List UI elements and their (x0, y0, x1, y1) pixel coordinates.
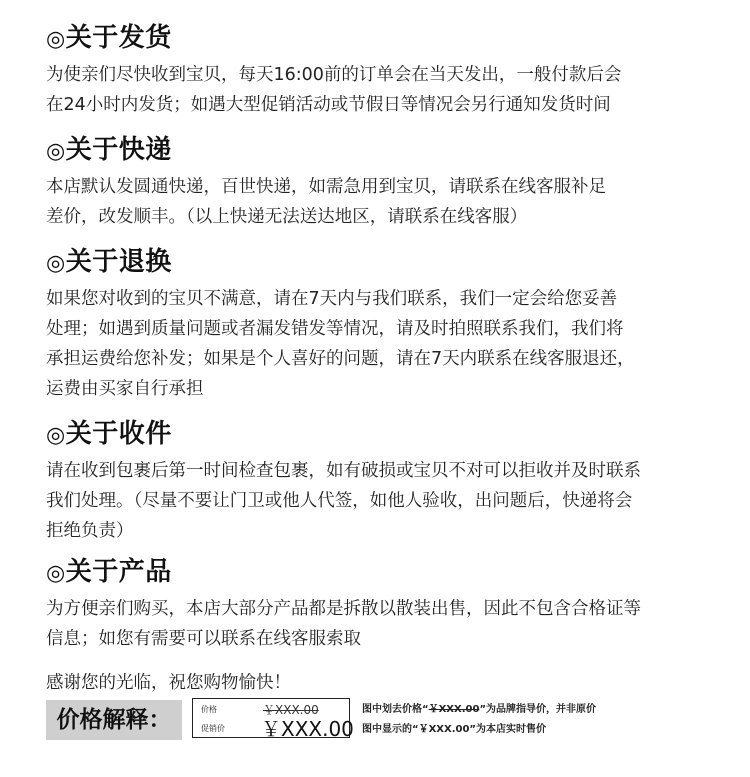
bullseye-icon: ◎ (46, 139, 66, 164)
tag-old-price: ￥XXX.00 (263, 703, 319, 717)
section-text-line: 信息；如您有需要可以联系在线客服索取 (46, 629, 361, 649)
section-text-line: 运费由买家自行承担 (46, 379, 204, 399)
section-text-line: 如果您对收到的宝贝不满意，请在7天内与我们联系，我们一定会给您妥善 (46, 289, 618, 309)
bullseye-icon: ◎ (46, 251, 66, 276)
tag-price-label: 价格 (201, 705, 217, 714)
section-text-line: 我们处理。（尽量不要让门卫或他人代签，如他人验收，出问题后，快递将会 (46, 491, 633, 511)
bullseye-icon: ◎ (46, 27, 66, 52)
section-title-text: 关于退换 (65, 247, 172, 277)
section-title-text: 关于产品 (65, 557, 172, 587)
section-text-line: 请在收到包裹后第一时间检查包裹，如有破损或宝贝不对可以拒收并及时联系 (46, 461, 641, 481)
section-text-line: 处理；如遇到质量问题或者漏发错发等情况，请及时拍照联系我们，我们将 (46, 319, 624, 339)
section-title-text: 关于收件 (65, 419, 172, 449)
tag-sale-label: 促销价 (201, 724, 225, 733)
section-text-line: 在24小时内发货；如遇大型促销活动或节假日等情况会另行通知发货时间 (46, 95, 611, 115)
section-products (46, 556, 720, 654)
bullseye-icon: ◎ (46, 561, 66, 586)
tag-sale-price: ￥XXX.00 (261, 717, 354, 741)
section-text-line: 承担运费给您补发；如果是个人喜好的问题，请在7天内联系在线客服退还， (46, 349, 635, 369)
section-shipping (46, 22, 720, 120)
section-receiving (46, 418, 720, 546)
section-title-text: 关于发货 (65, 23, 172, 53)
section-text-line: 差价，改发顺丰。（以上快递无法送达地区，请联系在线客服） (46, 207, 528, 227)
section-title (46, 418, 720, 452)
section-text-line: 拒绝负责） (46, 521, 134, 541)
section-returns (46, 246, 720, 404)
section-text-line: 本店默认发圆通快递，百世快递，如需急用到宝贝，请联系在线客服补足 (46, 177, 606, 197)
price-note-1-prefix: 图中划去价格“ (362, 704, 429, 715)
price-explanation (46, 698, 726, 742)
price-explanation-label: 价格解释： (46, 700, 182, 740)
price-note-2: 图中显示的“￥XXX.00”为本店实时售价 (362, 724, 546, 735)
section-text-line: 为方便亲们购买，本店大部分产品都是拆散以散装出售，因此不包含合格证等 (46, 599, 641, 619)
section-title-text: 关于快递 (65, 135, 172, 165)
price-note-1-suffix: ”为品牌指导价，并非原价 (479, 704, 597, 715)
section-title (46, 22, 720, 56)
bullseye-icon: ◎ (46, 423, 66, 448)
section-courier (46, 134, 720, 232)
thanks-text: 感谢您的光临，祝您购物愉快！ (46, 673, 291, 693)
price-tag-sample (192, 698, 354, 741)
section-title (46, 134, 720, 168)
section-title (46, 246, 720, 280)
price-note-1-strike: ￥XXX.00 (428, 704, 480, 715)
price-note-1 (362, 702, 596, 722)
section-title (46, 556, 720, 590)
section-text-line: 为使亲们尽快收到宝贝，每天16:00前的订单会在当天发出，一般付款后会 (46, 65, 622, 85)
price-notes (362, 702, 596, 742)
